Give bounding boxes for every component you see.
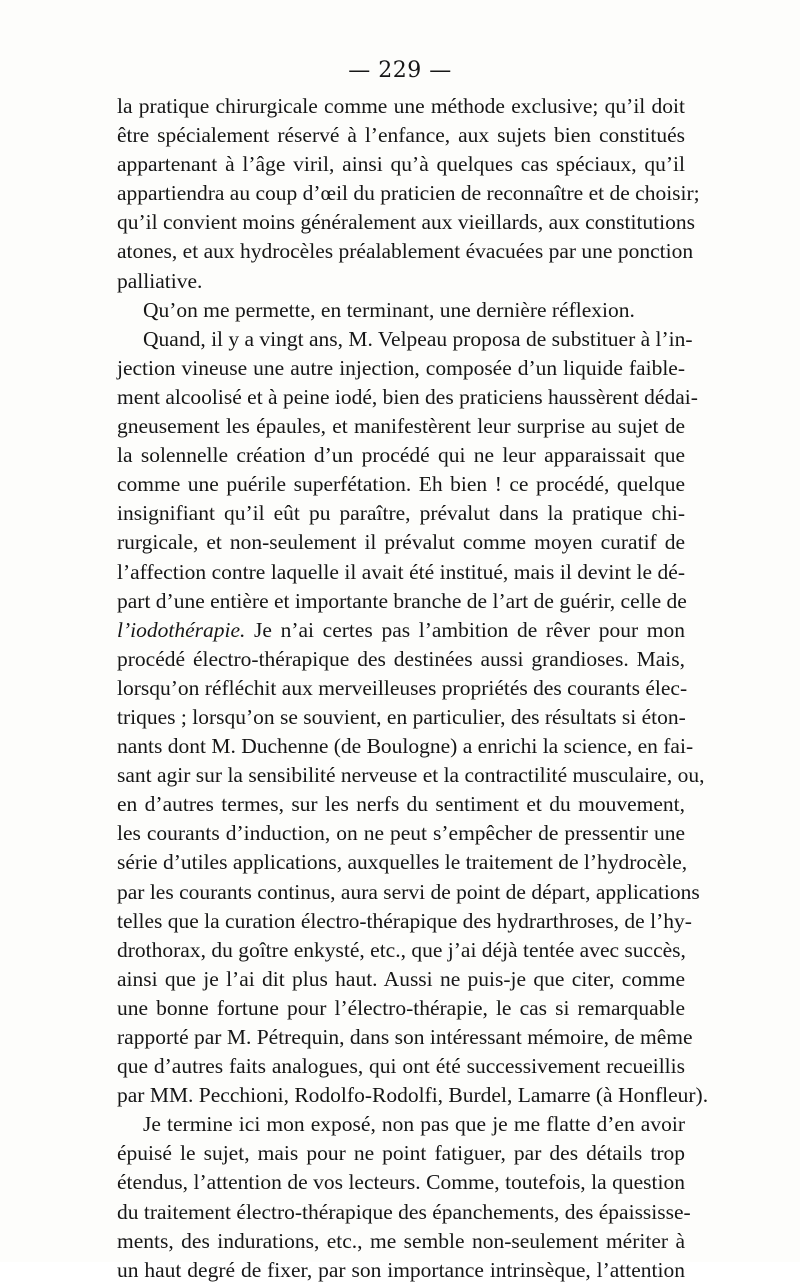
text-line: la pratique chirurgicale comme une méthode exclusive; qu’il doit bbox=[117, 94, 685, 118]
text-line: Qu’on me permette, en terminant, une dernière réflexion. bbox=[143, 297, 635, 322]
text-line: épuisé le sujet, mais pour ne point fatiguer, par des détails trop bbox=[117, 1141, 685, 1166]
text-line: ment alcoolisé et à peine iodé, bien des praticiens haussèrent dédai- bbox=[117, 384, 698, 409]
text-line: en d’autres termes, sur les nerfs du sentiment et du mouvement, bbox=[117, 792, 685, 817]
text-line: gneusement les épaules, et manifestèrent leur surprise au sujet de bbox=[117, 414, 685, 439]
text-line: comme une puérile superfétation. Eh bien ! ce procédé, quelque bbox=[117, 472, 685, 497]
text-line: palliative. bbox=[117, 268, 203, 293]
text-line: rapporté par M. Pétrequin, dans son intéressant mémoire, de même bbox=[117, 1025, 693, 1049]
text-line: la solennelle création d’un procédé qui ne leur apparaissait que bbox=[117, 443, 685, 468]
text-line: appartiendra au coup d’œil du praticien de reconnaître et de choisir; bbox=[117, 181, 700, 206]
text-line bbox=[117, 616, 685, 645]
text-line: nants dont M. Duchenne (de Boulogne) a enrichi la science, en fai- bbox=[117, 734, 694, 759]
text-line: par MM. Pecchioni, Rodolfo-Rodolfi, Burdel, Lamarre (à Honfleur). bbox=[117, 1083, 709, 1108]
text-line: rurgicale, et non-seulement il prévalut comme moyen curatif de bbox=[117, 530, 685, 555]
text-line: un haut degré de fixer, par son importance intrinsèque, l’attention bbox=[117, 1257, 685, 1282]
text-line: série d’utiles applications, auxquelles le traitement de l’hydrocèle, bbox=[117, 850, 688, 875]
text-line: une bonne fortune pour l’électro-thérapie, le cas si remarquable bbox=[117, 995, 685, 1020]
text-line: atones, et aux hydrocèles préalablement évacuées par une ponction bbox=[117, 239, 694, 264]
paragraph-1 bbox=[117, 92, 700, 296]
text-run: Je n’ai certes pas l’ambition de rêver pour mon bbox=[245, 617, 685, 642]
text-line: les courants d’induction, on ne peut s’empêcher de pressentir une bbox=[117, 821, 685, 846]
text-line: insignifiant qu’il eût pu paraître, prévalut dans la pratique chi- bbox=[117, 501, 685, 526]
text-line: lorsqu’on réfléchit aux merveilleuses propriétés des courants élec- bbox=[117, 675, 688, 700]
text-line: triques ; lorsqu’on se souvient, en particulier, des résultats si éton- bbox=[117, 704, 686, 729]
text-line: que d’autres faits analogues, qui ont été successivement recueillis bbox=[117, 1054, 685, 1079]
text-line: ainsi que je l’ai dit plus haut. Aussi ne puis-je que citer, comme bbox=[117, 966, 685, 991]
text-line: drothorax, du goître enkysté, etc., que j’ai déjà tentée avec succès, bbox=[117, 937, 686, 962]
text-line: jection vineuse une autre injection, composée d’un liquide faible- bbox=[117, 355, 685, 380]
text-line: part d’une entière et importante branche de l’art de guérir, celle de bbox=[117, 588, 687, 613]
text-line: telles que la curation électro-thérapique des hydrarthroses, de l’hy- bbox=[117, 908, 692, 933]
text-line: qu’il convient moins généralement aux vieillards, aux constitutions bbox=[117, 210, 695, 235]
text-line: être spécialement réservé à l’enfance, aux sujets bien constitués bbox=[117, 123, 685, 148]
text-line: ments, des indurations, etc., me semble non-seulement mériter à bbox=[117, 1228, 685, 1253]
paragraph-3 bbox=[117, 325, 709, 1111]
text-line: Je termine ici mon exposé, non pas que je me flatte d’en avoir bbox=[143, 1112, 685, 1137]
body-text bbox=[117, 92, 709, 1285]
text-line: étendus, l’attention de vos lecteurs. Comme, toutefois, la question bbox=[117, 1170, 685, 1195]
page-number: — 229 — bbox=[348, 58, 452, 83]
text-line: procédé électro-thérapique des destinées aussi grandioses. Mais, bbox=[117, 646, 685, 671]
text-line: sant agir sur la sensibilité nerveuse et la contractilité musculaire, ou, bbox=[117, 763, 705, 788]
text-line: appartenant à l’âge viril, ainsi qu’à quelques cas spéciaux, qu’il bbox=[117, 152, 685, 177]
text-line: par les courants continus, aura servi de point de départ, applications bbox=[117, 879, 700, 904]
italic-term: l’iodothérapie. bbox=[117, 617, 246, 642]
paragraph-4 bbox=[117, 1110, 691, 1285]
text-line: l’affection contre laquelle il avait été institué, mais il devint le dé- bbox=[117, 559, 685, 584]
paragraph-2 bbox=[117, 296, 685, 325]
text-line: Quand, il y a vingt ans, M. Velpeau proposa de substituer à l’in- bbox=[143, 326, 693, 351]
text-line: du traitement électro-thérapique des épanchements, des épaississe- bbox=[117, 1199, 691, 1224]
